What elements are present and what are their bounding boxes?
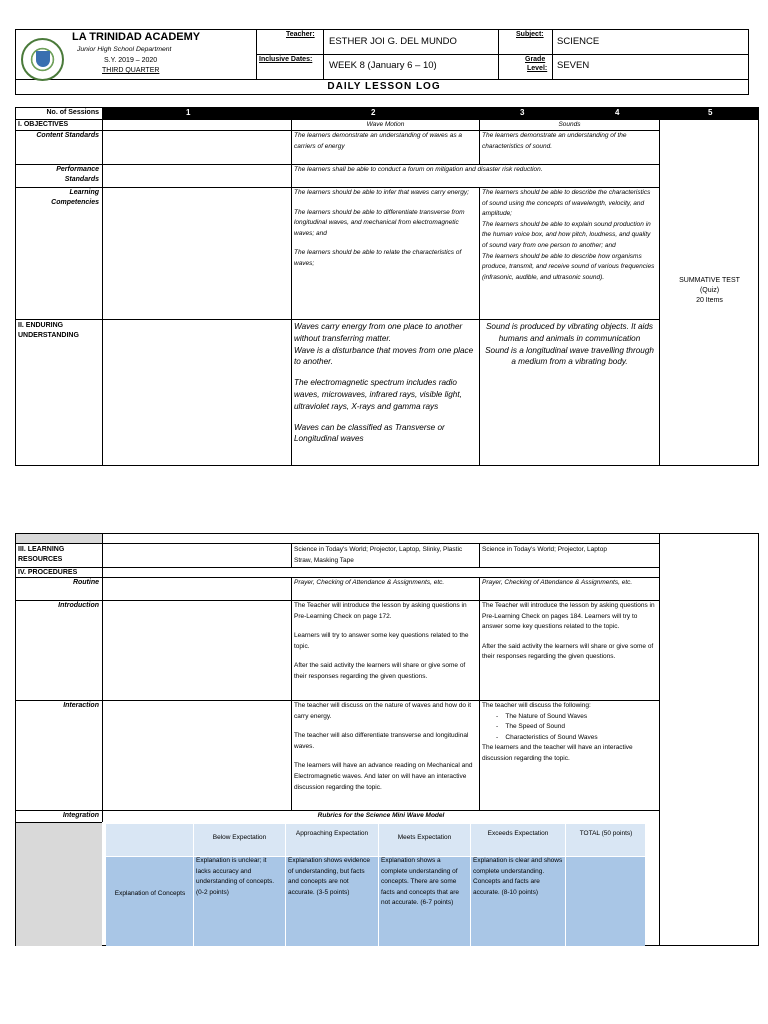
teacher-value: ESTHER JOI G. DEL MUNDO xyxy=(329,36,457,47)
competency-item: The learners should be able to infer that waves carry energy; xyxy=(294,189,469,196)
introduction-label: Introduction xyxy=(15,600,102,700)
interaction-list-item: - The Speed of Sound xyxy=(496,723,566,731)
session-number: 4 xyxy=(615,108,620,117)
resources-sounds: Science in Today's World; Projector, Laptop xyxy=(479,543,659,567)
routine-sounds: Prayer, Checking of Attendance & Assignments, etc. xyxy=(479,577,659,600)
empty-cell xyxy=(102,319,291,466)
rubric-divider xyxy=(565,824,566,946)
content-standards-sounds: The learners demonstrate an understanding of the characteristics of sound. xyxy=(479,130,659,164)
interaction-item: The learners will have an advance reading on Mechanical and Electromagnetic waves. And later on will have an interactive discussion regarding the topic. xyxy=(294,762,473,791)
enduring-item: Waves carry energy from one place to another without transferring matter. xyxy=(294,322,463,343)
empty-column xyxy=(659,533,759,946)
objectives-label: I. OBJECTIVES xyxy=(15,119,102,130)
dates-label: Inclusive Dates: xyxy=(259,56,313,63)
performance-label-line: Performance xyxy=(56,166,99,173)
competency-item: The learners should be able to explain sound production in the human voice box, and how pitch, loudness, and quality of sound vary from one person to another; and xyxy=(482,220,651,249)
grade-value: SEVEN xyxy=(557,60,590,71)
learning-resources-label xyxy=(15,543,102,567)
quarter: THIRD QUARTER xyxy=(102,67,160,74)
empty-cell xyxy=(102,600,291,700)
teacher-label: Teacher: xyxy=(286,31,315,38)
wave-motion-heading: Wave Motion xyxy=(291,119,479,130)
procedures-label: IV. PROCEDURES xyxy=(15,567,102,577)
intro-item: After the said activity the learners will share or give some of their responses regarding the given questions. xyxy=(482,642,654,661)
empty-cell xyxy=(102,577,291,600)
interaction-item: The teacher will discuss on the nature of waves and how do it carry energy. xyxy=(294,702,472,720)
interaction-list-text: The Nature of Sound Waves xyxy=(505,712,588,720)
routine-label: Routine xyxy=(15,577,102,600)
session-number: 3 xyxy=(520,108,525,117)
routine-waves: Prayer, Checking of Attendance & Assignments, etc. xyxy=(291,577,479,600)
summative-line: (Quiz) xyxy=(699,287,720,294)
gray-cell xyxy=(15,533,102,543)
empty-cell xyxy=(102,187,291,319)
department: Junior High School Department xyxy=(77,46,172,53)
rubric-title: Rubrics for the Science Mini Wave Model xyxy=(102,810,659,822)
rubric-header: Approaching Expectation xyxy=(295,830,369,837)
rubric-cell: Explanation shows a complete understanding of concepts. There are some facts and concepts that are not accurate. (6-7 points) xyxy=(381,857,460,907)
interaction-outro: The learners and the teacher will have an interactive discussion regarding the topic. xyxy=(482,744,633,762)
sounds-heading: Sounds xyxy=(479,119,659,130)
school-logo xyxy=(21,38,64,81)
session-number: 2 xyxy=(371,108,376,117)
content-standards-label: Content Standards xyxy=(15,130,102,164)
interaction-item: The teacher will also differentiate transverse and longitudinal waves. xyxy=(294,732,469,750)
rubric-header: Exceeds Expectation xyxy=(487,830,549,837)
empty-cell xyxy=(102,164,291,187)
introduction-sounds xyxy=(479,600,659,700)
rubric-cell: Explanation shows evidence of understanding, but facts and concepts are not accurate. (3-5 points) xyxy=(288,857,371,896)
log-title: DAILY LESSON LOG xyxy=(327,81,441,92)
empty-cell xyxy=(102,130,291,164)
sessions-label: No. of Sessions xyxy=(15,107,102,119)
introduction-waves xyxy=(291,600,479,700)
enduring-waves xyxy=(291,319,479,466)
intro-item: Learners will try to answer some key questions related to the topic. xyxy=(294,632,469,650)
empty-cell xyxy=(102,533,659,543)
enduring-label-line: UNDERSTANDING xyxy=(18,332,79,339)
dates-value: WEEK 8 (January 6 – 10) xyxy=(329,60,437,71)
empty-cell xyxy=(102,700,291,810)
enduring-sounds xyxy=(479,319,659,466)
interaction-intro: The teacher will discuss the following: xyxy=(482,702,591,709)
rubric-header: Below Expectation xyxy=(212,834,267,841)
intro-item: After the said activity the learners will share or give some of their responses regarding the given questions. xyxy=(294,662,466,680)
enduring-label-line: II. ENDURING xyxy=(18,322,64,329)
rubric-cell: Explanation is clear and shows complete understanding. Concepts and facts are accurate. (8-10 points) xyxy=(473,857,563,896)
resources-label-line: RESOURCES xyxy=(18,556,63,563)
interaction-list-text: Characteristics of Sound Waves xyxy=(505,733,598,741)
competencies-label-line: Competencies xyxy=(51,199,99,206)
interaction-label: Interaction xyxy=(15,700,102,810)
enduring-item: The electromagnetic spectrum includes radio waves, microwaves, infrared rays, visible light, ultraviolet rays, X-rays and gamma rays xyxy=(294,378,462,411)
enduring-item: Wave is a disturbance that moves from one place to another. xyxy=(294,345,474,367)
rubric-header: TOTAL (50 points) xyxy=(579,830,633,837)
integration-label: Integration xyxy=(15,810,102,822)
subject-value: SCIENCE xyxy=(557,36,600,47)
content-standards-waves: The learners demonstrate an understanding of waves as a carriers of energy xyxy=(291,130,479,164)
rubric-header: Meets Expectation xyxy=(397,834,452,841)
gray-cell xyxy=(15,822,102,946)
rubric-criterion: Explanation of Concepts xyxy=(114,890,186,897)
grade-label: Level: xyxy=(527,65,548,72)
enduring-item: Waves can be classified as Transverse or Longitudinal waves xyxy=(294,422,445,444)
school-name: LA TRINIDAD ACADEMY xyxy=(72,31,201,43)
header-divider xyxy=(256,54,749,55)
learning-competencies-label xyxy=(15,187,102,319)
rubric-cell: Explanation is unclear; it lacks accuracy and understanding of concepts. (0-2 points) xyxy=(196,857,275,896)
competencies-sounds xyxy=(479,187,659,319)
competency-item: The learners should be able to describe how organisms produce, transmit, and receive sound of various frequencies (infrasonic, audible, and ultrasonic sound). xyxy=(482,252,655,281)
empty-cell xyxy=(102,119,291,130)
intro-item: The Teacher will introduce the lesson by asking questions in Pre-Learning Check on pages 184. Learners will try to answer some key questions related to the topic. xyxy=(482,602,655,631)
summative-line: 20 Items xyxy=(696,297,723,304)
empty-cell xyxy=(102,567,659,577)
competency-item: The learners should be able to relate the characteristics of waves; xyxy=(294,249,462,267)
interaction-list-item: - The Nature of Sound Waves xyxy=(496,712,588,720)
competencies-label-line: Learning xyxy=(69,189,99,196)
interaction-list-item: - Characteristics of Sound Waves xyxy=(496,733,598,741)
summative-test xyxy=(660,276,759,306)
performance-standards-label xyxy=(15,164,102,187)
performance-text: The learners shall be able to conduct a forum on mitigation and disaster risk reduction. xyxy=(291,164,659,187)
intro-item: The Teacher will introduce the lesson by asking questions in Pre-Learning Check on page 172. xyxy=(294,602,467,620)
school-year: S.Y. 2019 – 2020 xyxy=(104,57,158,64)
interaction-waves xyxy=(291,700,479,810)
competency-item: The learners should be able to differentiate transverse from longitudinal waves, and mechanical from electromagnetic waves; and xyxy=(294,208,465,237)
enduring-item: Sound is produced by vibrating objects. It aids humans and animals in communication xyxy=(485,322,654,343)
empty-cell xyxy=(102,543,291,567)
resources-label-line: III. LEARNING xyxy=(18,546,65,553)
grade-label: Grade xyxy=(525,56,546,63)
interaction-sounds xyxy=(479,700,659,810)
competencies-waves xyxy=(291,187,479,319)
performance-label-line: Standards xyxy=(64,176,99,183)
summative-line: SUMMATIVE TEST xyxy=(679,277,740,284)
enduring-understanding-label xyxy=(15,319,102,466)
interaction-list-text: The Speed of Sound xyxy=(505,723,566,731)
resources-waves: Science in Today's World; Projector, Laptop, Slinky, Plastic Straw, Masking Tape xyxy=(291,543,479,567)
subject-label: Subject: xyxy=(516,31,544,38)
enduring-item: Sound is a longitudinal wave travelling through a medium from a vibrating body. xyxy=(485,345,654,367)
competency-item: The learners should be able to describe the characteristics of sound using the concepts of wavelength, velocity, and amplitude; xyxy=(482,189,651,218)
session-number: 5 xyxy=(708,108,713,117)
session-number: 1 xyxy=(186,108,191,117)
sessions-bar xyxy=(102,107,759,119)
